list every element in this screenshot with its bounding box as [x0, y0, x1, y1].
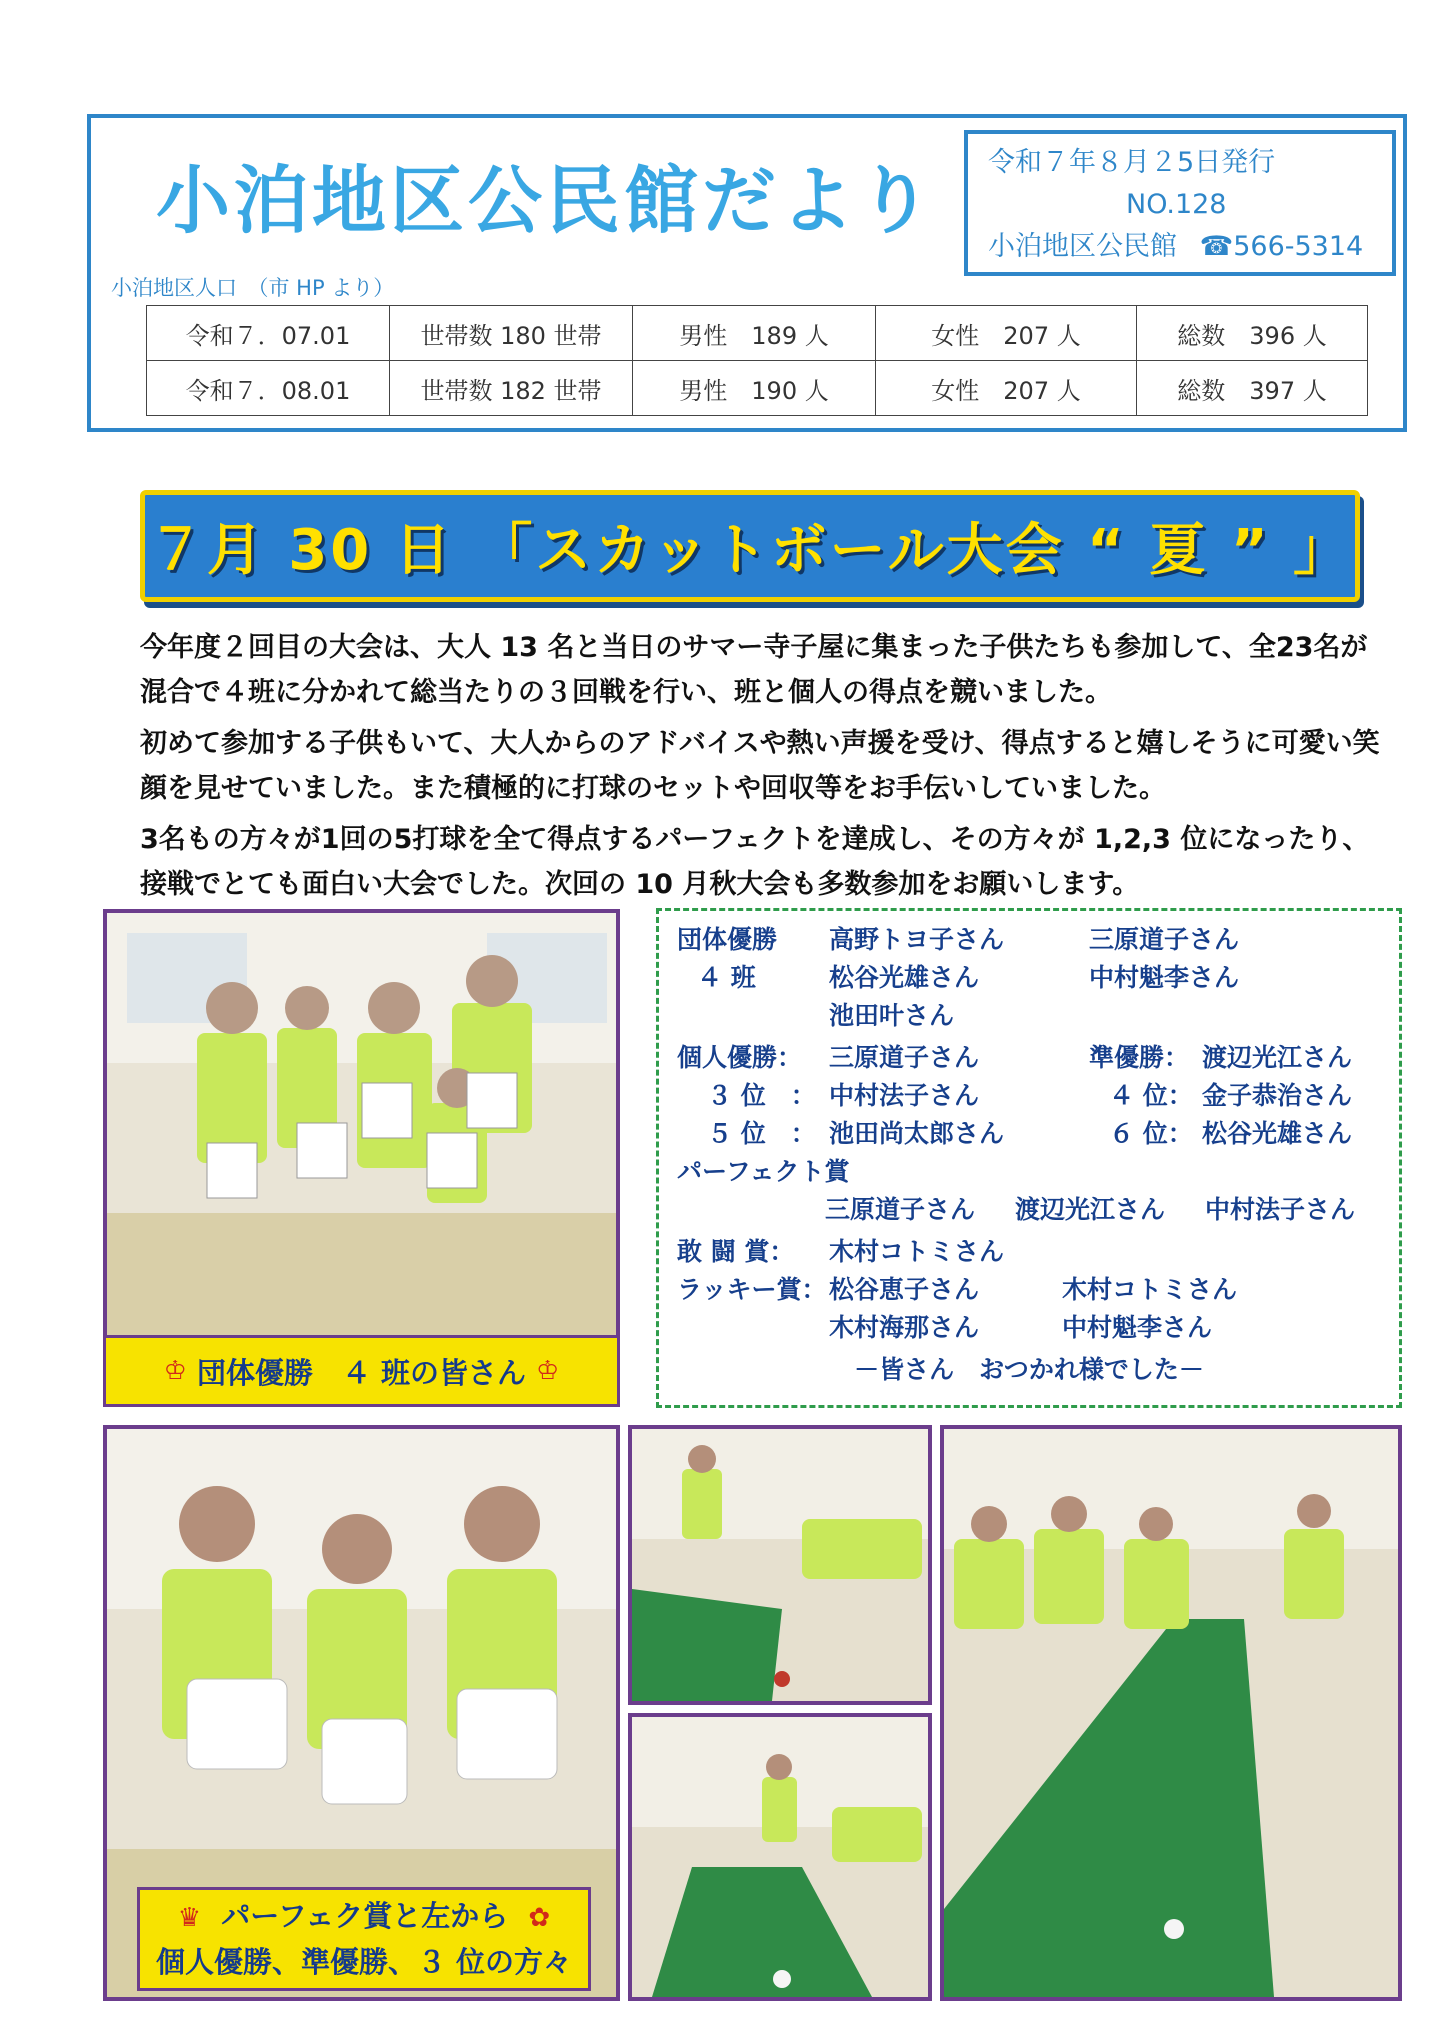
closing-thanks: －皆さん おつかれ様でした－ — [854, 1355, 1204, 1384]
third-label: ３ 位 ： — [707, 1081, 816, 1110]
results-row — [677, 1115, 1381, 1153]
third-place: 中村法子さん — [829, 1081, 980, 1110]
crown-icon: ♛ — [177, 1903, 202, 1933]
table-cell: 総数 396 人 — [1137, 306, 1368, 361]
header-box — [87, 114, 1407, 432]
team-winner-photo — [103, 909, 620, 1343]
individual-winner-label: 個人優勝： — [677, 1043, 803, 1072]
team-member: 高野トヨ子さん — [829, 925, 1005, 954]
table-cell: 令和７．07.01 — [147, 306, 390, 361]
lucky-award-winner: 木村コトミさん — [1062, 1275, 1238, 1304]
runner-up-label: 準優勝： — [1089, 1043, 1190, 1072]
article-paragraph: 3名もの方々が1回の5打球を全て得点するパーフェクトを達成し、その方々が 1,2,3 位になったり、接戦でとても面白い大会でした。次回の 10 月秋大会も多数参加をお願いします。 — [140, 824, 1370, 900]
newsletter-title: 小泊地区公民館だより — [156, 158, 936, 244]
fourth-label: ４ 位： — [1109, 1081, 1193, 1110]
results-row — [677, 1191, 1381, 1229]
fifth-place: 池田尚太郎さん — [829, 1119, 1005, 1148]
team-member: 中村魁李さん — [1089, 963, 1240, 992]
table-row — [147, 361, 1368, 416]
perfect-award-winner: 中村法子さん — [1205, 1195, 1356, 1224]
table-cell: 女性 207 人 — [876, 306, 1137, 361]
results-row — [677, 997, 1381, 1035]
fourth-place: 金子恭治さん — [1202, 1081, 1353, 1110]
issue-date: 令和７年８月２5日発行 — [988, 147, 1276, 178]
team-winner-caption — [103, 1335, 620, 1407]
lucky-award-winner: 松谷恵子さん — [829, 1275, 980, 1304]
team-winner-label: 団体優勝 — [677, 925, 778, 954]
results-row — [677, 1039, 1381, 1077]
table-cell: 世帯数 180 世帯 — [390, 306, 633, 361]
fighting-spirit-winner: 木村コトミさん — [829, 1237, 1005, 1266]
sixth-label: ６ 位： — [1109, 1119, 1193, 1148]
lucky-award-winner: 木村海那さん — [829, 1313, 980, 1342]
table-cell: 男性 189 人 — [633, 306, 876, 361]
article-body — [140, 625, 1380, 913]
publisher-name: 小泊地区公民館 — [988, 231, 1177, 262]
trophy-icon: ♔ — [536, 1356, 560, 1386]
population-label: 小泊地区人口 （市 HP より） — [111, 276, 395, 300]
table-row — [147, 306, 1368, 361]
play-photo — [940, 1425, 1402, 2001]
table-cell: 女性 207 人 — [876, 361, 1137, 416]
trophy-icon: ♔ — [163, 1356, 187, 1386]
results-row — [677, 1309, 1381, 1347]
perfect-award-winner: 三原道子さん — [825, 1195, 976, 1224]
lucky-award-winner: 中村魁李さん — [1062, 1313, 1213, 1342]
perfect-award-caption — [137, 1887, 591, 1991]
caption-text: 個人優勝、準優勝、３ 位の方々 — [155, 1945, 573, 1979]
perfect-award-label: パーフェクト賞 — [677, 1157, 850, 1186]
article-paragraph: 今年度２回目の大会は、大人 13 名と当日のサマー寺子屋に集まった子供たちも参加して、全23名が混合で４班に分かれて総当たりの３回戦を行い、班と個人の得点を競いました。 — [140, 632, 1368, 708]
sixth-place: 松谷光雄さん — [1202, 1119, 1353, 1148]
results-row — [677, 1233, 1381, 1271]
issue-info-box — [964, 130, 1396, 276]
team-member: 三原道子さん — [1089, 925, 1240, 954]
team-group: ４ 班 — [697, 963, 756, 992]
phone-number: ☎566-5314 — [1199, 231, 1364, 262]
banner-title: ７月 30 日 「スカットボール大会 “ 夏 ” 」 — [147, 518, 1353, 583]
table-cell: 男性 190 人 — [633, 361, 876, 416]
play-photo — [628, 1713, 932, 2001]
population-table — [146, 305, 1368, 416]
results-row — [677, 1077, 1381, 1115]
issue-number: NO.128 — [1126, 189, 1227, 220]
fighting-spirit-label: 敢 闘 賞： — [677, 1237, 795, 1266]
event-banner — [140, 490, 1360, 602]
caption-line — [168, 1894, 560, 1940]
play-photo — [628, 1425, 932, 1705]
party-icon: ✿ — [528, 1903, 551, 1933]
results-row — [677, 1153, 1381, 1191]
article-paragraph: 初めて参加する子供もいて、大人からのアドバイスや熱い声援を受け、得点すると嬉しそうに可愛い笑顔を見せていました。また積極的に打球のセットや回収等をお手伝いしていました。 — [140, 728, 1380, 804]
results-box — [656, 908, 1402, 1408]
team-member: 松谷光雄さん — [829, 963, 980, 992]
caption-text: パーフェク賞と左から — [221, 1899, 509, 1933]
caption-text: 団体優勝 ４ 班の皆さん — [196, 1355, 527, 1390]
team-member: 池田叶さん — [829, 1001, 955, 1030]
fifth-label: ５ 位 ： — [707, 1119, 816, 1148]
table-cell: 世帯数 182 世帯 — [390, 361, 633, 416]
results-row — [677, 921, 1381, 959]
runner-up: 渡辺光江さん — [1202, 1043, 1353, 1072]
table-cell: 令和７．08.01 — [147, 361, 390, 416]
publisher-line — [988, 226, 1372, 268]
table-cell: 総数 397 人 — [1137, 361, 1368, 416]
results-row — [677, 959, 1381, 997]
perfect-award-winner: 渡辺光江さん — [1015, 1195, 1166, 1224]
results-row — [677, 1271, 1381, 1309]
individual-winner: 三原道子さん — [829, 1043, 980, 1072]
lucky-award-label: ラッキー賞： — [677, 1275, 827, 1304]
